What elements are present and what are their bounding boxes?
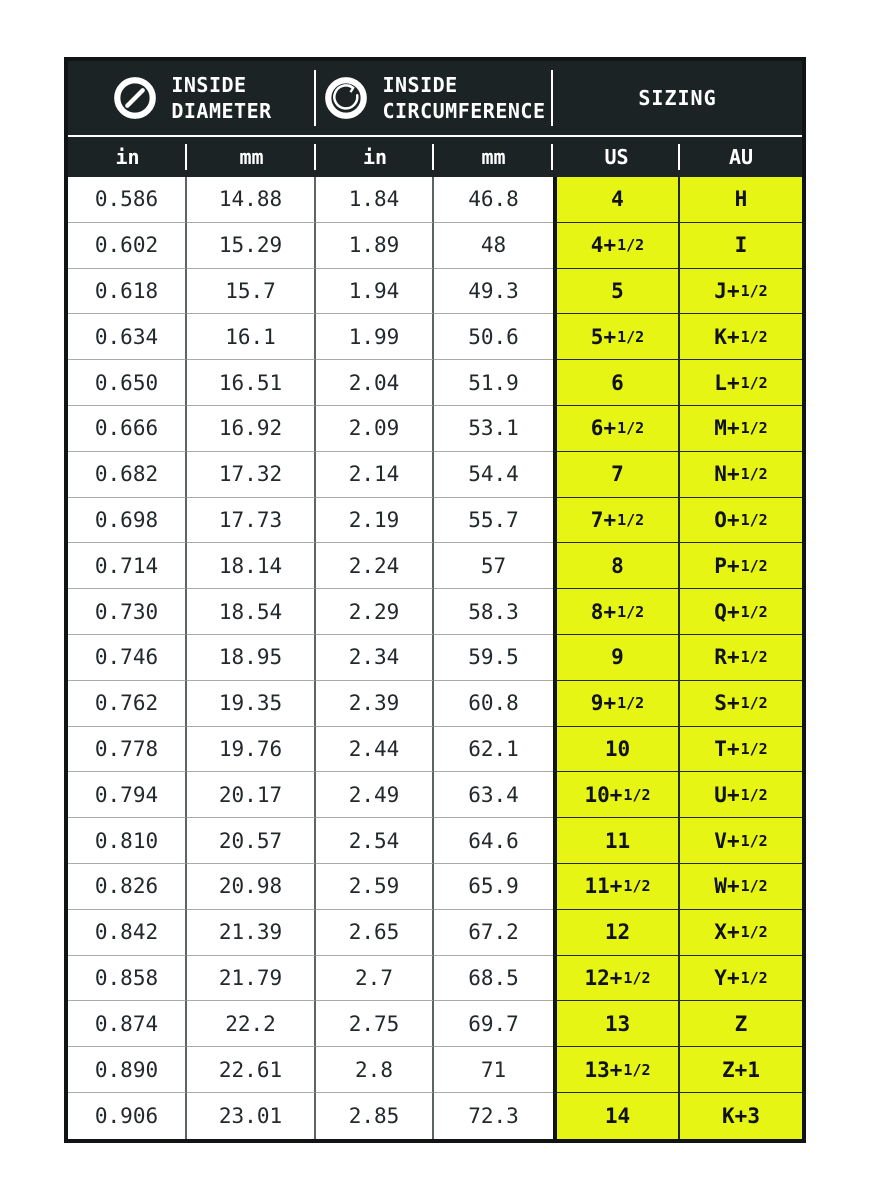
- au-size-cell: Z+1: [680, 1047, 802, 1093]
- inside-circumference-mm-cell: 46.8: [434, 177, 553, 223]
- inside-circumference-in-cell: 1.84: [316, 177, 434, 223]
- inside-circumference-mm-cell: 48: [434, 223, 553, 269]
- inside-circumference-mm-cell: 59.5: [434, 635, 553, 681]
- header-group-label: [382, 72, 545, 125]
- inside-diameter-mm-cell: 15.29: [187, 223, 316, 269]
- us-size-cell: 7+ 1/2: [553, 498, 680, 544]
- us-size-cell: 8: [553, 543, 680, 589]
- us-size-cell: 9+ 1/2: [553, 681, 680, 727]
- us-size-cell: 13: [553, 1001, 680, 1047]
- ring-size-chart: [64, 57, 806, 1143]
- au-size-cell: Y+ 1/2: [680, 956, 802, 1002]
- inside-circumference-mm-cell: 72.3: [468, 1103, 519, 1128]
- inside-circumference-in-cell: 2.29: [316, 589, 434, 635]
- header-label-line: DIAMETER: [171, 99, 272, 123]
- inside-circumference-mm-cell: 69.7: [434, 1001, 553, 1047]
- inside-diameter-in-cell: 0.730: [68, 589, 187, 635]
- header-group-row: [68, 61, 802, 135]
- us-size-cell: 10: [553, 727, 680, 773]
- inside-diameter-mm-cell: 22.61: [187, 1047, 316, 1093]
- inside-diameter-mm-cell: 22.2: [187, 1001, 316, 1047]
- us-size-cell: 5: [553, 269, 680, 315]
- us-size-cell: 4: [553, 177, 680, 223]
- us-size-cell: 9: [553, 635, 680, 681]
- us-size-cell: 7: [553, 452, 680, 498]
- inside-circumference-in-cell: 2.04: [316, 360, 434, 406]
- header-group-label: [638, 85, 716, 111]
- au-size-cell: Q+ 1/2: [680, 589, 802, 635]
- us-size-cell: 12+ 1/2: [553, 956, 680, 1002]
- us-size-cell: 11: [553, 818, 680, 864]
- inside-circumference-in-cell: 1.89: [316, 223, 434, 269]
- inside-circumference-in-cell: 2.39: [316, 681, 434, 727]
- inside-circumference-mm-cell: 67.2: [434, 910, 553, 956]
- inside-circumference-mm-cell: 50.6: [434, 314, 553, 360]
- inside-diameter-mm-cell: 17.73: [187, 498, 316, 544]
- inside-circumference-in-cell: 2.7: [316, 956, 434, 1002]
- au-size-cell: P+ 1/2: [680, 543, 802, 589]
- us-size-cell: 11+ 1/2: [553, 864, 680, 910]
- us-size-cell: 13+ 1/2: [553, 1047, 680, 1093]
- inside-diameter-in-cell: 0.858: [68, 956, 187, 1002]
- inside-diameter-mm-cell: 20.98: [187, 864, 316, 910]
- au-size-cell: J+ 1/2: [680, 269, 802, 315]
- inside-diameter-in-cell: 0.778: [68, 727, 187, 773]
- inside-diameter-mm-cell: 20.17: [187, 772, 316, 818]
- subheader-cell-us-4: US: [553, 137, 680, 177]
- header-label-line: CIRCUMFERENCE: [382, 99, 546, 123]
- inside-circumference-in-cell: 2.34: [316, 635, 434, 681]
- inside-diameter-mm-cell: 18.54: [187, 589, 316, 635]
- inside-diameter-in-cell: 0.650: [68, 360, 187, 406]
- header-label-line: INSIDE: [171, 72, 247, 97]
- inside-circumference-in-cell: 2.54: [316, 818, 434, 864]
- inside-diameter-mm-cell: 16.51: [187, 360, 316, 406]
- us-size-cell: 10+ 1/2: [553, 772, 680, 818]
- inside-circumference-mm-cell: 63.4: [434, 772, 553, 818]
- au-size-cell: L+ 1/2: [680, 360, 802, 406]
- inside-diameter-mm-cell: 19.76: [187, 727, 316, 773]
- subheader-cell-mm-1: mm: [187, 137, 316, 177]
- header-label-line: INSIDE: [382, 72, 458, 97]
- inside-circumference-mm-cell: 49.3: [434, 269, 553, 315]
- inside-diameter-in-cell: 0.714: [68, 543, 187, 589]
- circumference-icon: [323, 75, 369, 121]
- table-body: [68, 177, 802, 1139]
- inside-circumference-mm-cell: 57: [434, 543, 553, 589]
- inside-circumference-in-cell: 2.85: [316, 1093, 434, 1139]
- inside-diameter-in-cell: 0.826: [68, 864, 187, 910]
- inside-diameter-mm-cell: 20.57: [187, 818, 316, 864]
- inside-circumference-in-cell: 2.19: [316, 498, 434, 544]
- subheader-cell-in-2: in: [316, 137, 434, 177]
- au-size-cell: T+ 1/2: [680, 727, 802, 773]
- inside-circumference-in-cell: 2.59: [316, 864, 434, 910]
- inside-diameter-in-cell: 0.874: [68, 1001, 187, 1047]
- inside-diameter-in-cell: 0.810: [68, 818, 187, 864]
- inside-circumference-in-cell: 2.65: [316, 910, 434, 956]
- inside-circumference-mm-cell: 54.4: [434, 452, 553, 498]
- au-size-cell: N+ 1/2: [680, 452, 802, 498]
- inside-circumference-mm-cell: 58.3: [434, 589, 553, 635]
- inside-circumference-in-cell: 2.24: [316, 543, 434, 589]
- au-size-cell: X+ 1/2: [680, 910, 802, 956]
- inside-diameter-mm-cell: 23.01: [187, 1093, 316, 1139]
- inside-diameter-in-cell: 0.906: [68, 1093, 187, 1139]
- inside-diameter-in-cell: 0.634: [68, 314, 187, 360]
- inside-circumference-in-cell: 1.94: [316, 269, 434, 315]
- inside-diameter-in-cell: 0.746: [68, 635, 187, 681]
- inside-diameter-in-cell: 0.618: [68, 269, 187, 315]
- header-label-line: SIZING: [638, 85, 717, 110]
- au-size-cell: R+ 1/2: [680, 635, 802, 681]
- inside-diameter-in-cell: 0.890: [68, 1047, 187, 1093]
- us-size-cell: 6+ 1/2: [553, 406, 680, 452]
- inside-diameter-mm-cell: 18.95: [187, 635, 316, 681]
- au-size-cell: V+ 1/2: [680, 818, 802, 864]
- inside-diameter-mm-cell: 14.88: [187, 177, 316, 223]
- us-size-cell: 4+ 1/2: [553, 223, 680, 269]
- subheader-cell-mm-3: mm: [434, 137, 553, 177]
- au-size-cell: U+ 1/2: [680, 772, 802, 818]
- inside-circumference-mm-cell: 64.6: [434, 818, 553, 864]
- us-size-cell: 5+ 1/2: [553, 314, 680, 360]
- inside-diameter-in-cell: 0.602: [68, 223, 187, 269]
- header-group-label: [171, 72, 271, 125]
- au-size-cell: W+ 1/2: [680, 864, 802, 910]
- inside-circumference-in-cell: 2.49: [316, 772, 434, 818]
- inside-diameter-in-cell: 0.666: [68, 406, 187, 452]
- inside-circumference-mm-cell: 55.7: [434, 498, 553, 544]
- subheader-cell-au-5: AU: [728, 145, 754, 169]
- au-size-cell: I: [680, 223, 802, 269]
- inside-circumference-mm-cell: 62.1: [434, 727, 553, 773]
- inside-diameter-mm-cell: 16.1: [187, 314, 316, 360]
- us-size-cell: 12: [553, 910, 680, 956]
- inside-diameter-mm-cell: 15.7: [187, 269, 316, 315]
- inside-diameter-in-cell: 0.762: [68, 681, 187, 727]
- inside-diameter-in-cell: 0.842: [68, 910, 187, 956]
- inside-diameter-mm-cell: 21.39: [187, 910, 316, 956]
- inside-circumference-in-cell: 2.44: [316, 727, 434, 773]
- inside-diameter-in-cell: 0.586: [68, 177, 187, 223]
- inside-diameter-in-cell: 0.794: [68, 772, 187, 818]
- inside-circumference-mm-cell: 53.1: [434, 406, 553, 452]
- au-size-cell: M+ 1/2: [680, 406, 802, 452]
- subheader-row: [68, 137, 802, 177]
- us-size-cell: 6: [553, 360, 680, 406]
- inside-circumference-in-cell: 2.8: [316, 1047, 434, 1093]
- inside-circumference-in-cell: 2.75: [316, 1001, 434, 1047]
- inside-circumference-mm-cell: 51.9: [434, 360, 553, 406]
- diameter-icon: [112, 75, 158, 121]
- au-size-cell: O+ 1/2: [680, 498, 802, 544]
- au-size-cell: K+ 1/2: [680, 314, 802, 360]
- header-group-inside-diameter: [68, 61, 316, 135]
- inside-circumference-mm-cell: 60.8: [434, 681, 553, 727]
- inside-diameter-mm-cell: 19.35: [187, 681, 316, 727]
- inside-circumference-mm-cell: 71: [434, 1047, 553, 1093]
- au-size-cell: S+ 1/2: [680, 681, 802, 727]
- header-group-inside-circumference: [316, 61, 553, 135]
- inside-circumference-mm-cell: 65.9: [434, 864, 553, 910]
- us-size-cell: 14: [553, 1093, 680, 1139]
- header-group-sizing: [553, 61, 802, 135]
- subheader-cell-in-0: in: [68, 137, 187, 177]
- inside-diameter-in-cell: 0.682: [68, 452, 187, 498]
- inside-circumference-in-cell: 2.09: [316, 406, 434, 452]
- inside-diameter-mm-cell: 17.32: [187, 452, 316, 498]
- us-size-cell: 8+ 1/2: [553, 589, 680, 635]
- table-header: [68, 61, 802, 177]
- au-size-cell: H: [680, 177, 802, 223]
- inside-diameter-mm-cell: 21.79: [187, 956, 316, 1002]
- inside-circumference-in-cell: 2.14: [316, 452, 434, 498]
- inside-circumference-in-cell: 1.99: [316, 314, 434, 360]
- au-size-cell: Z: [680, 1001, 802, 1047]
- inside-circumference-mm-cell: 68.5: [434, 956, 553, 1002]
- inside-diameter-mm-cell: 18.14: [187, 543, 316, 589]
- inside-diameter-in-cell: 0.698: [68, 498, 187, 544]
- inside-diameter-mm-cell: 16.92: [187, 406, 316, 452]
- au-size-cell: K+3: [680, 1093, 802, 1139]
